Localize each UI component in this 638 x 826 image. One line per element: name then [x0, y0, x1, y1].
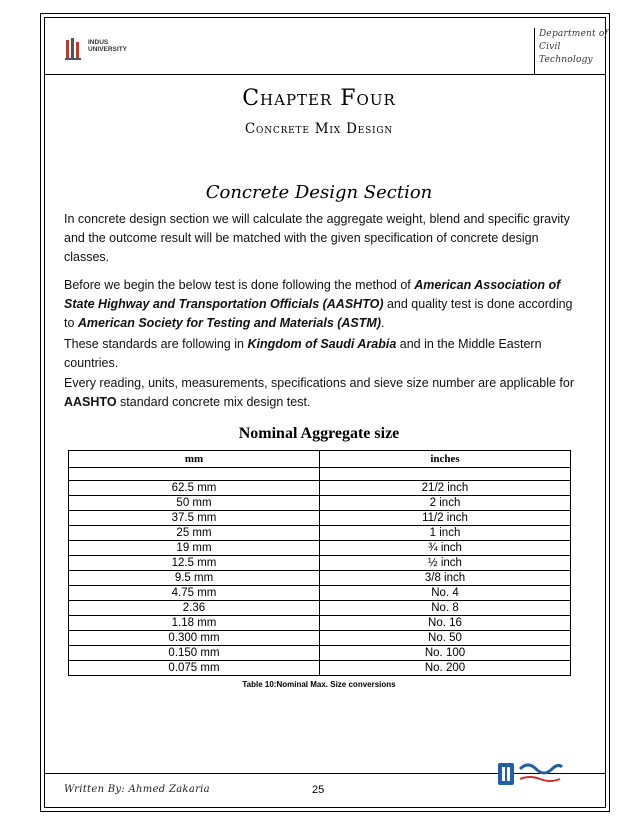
- table-row: [69, 481, 571, 496]
- cell-inches: 1 inch: [320, 526, 571, 541]
- department-line-2: Civil: [539, 42, 561, 52]
- cell-inches: No. 200: [320, 661, 571, 676]
- text-run: .: [380, 316, 385, 330]
- footer-author: Written By: Ahmed Zakaria: [64, 784, 210, 795]
- cell-mm: 19 mm: [69, 541, 320, 556]
- astm-name: American Society for Testing and Materials (ASTM): [77, 316, 381, 330]
- table-row: [69, 661, 571, 676]
- table-row: [69, 511, 571, 526]
- text-run: Before we begin the below test is done following the method of: [64, 278, 415, 292]
- cell-mm: 25 mm: [69, 526, 320, 541]
- department-label: [534, 28, 610, 74]
- table-caption: Table 10:Nominal Max. Size conversions: [242, 680, 396, 689]
- table-title: Nominal Aggregate size: [238, 425, 400, 442]
- university-emblem-icon: [64, 36, 84, 62]
- table-header-row: [69, 451, 571, 468]
- cell-mm: 1.18 mm: [69, 616, 320, 631]
- department-line-1: Department of: [539, 29, 609, 39]
- cell-inches: 3/8 inch: [320, 571, 571, 586]
- cell-mm: 2.36: [69, 601, 320, 616]
- table-row: [69, 631, 571, 646]
- cell-mm: 4.75 mm: [69, 586, 320, 601]
- logo-line-1: INDUS: [88, 39, 109, 46]
- table-spacer-row: [69, 468, 571, 481]
- table-row: [69, 646, 571, 661]
- table-row: [69, 601, 571, 616]
- column-header-inches: inches: [320, 451, 571, 468]
- cell-mm: 12.5 mm: [69, 556, 320, 571]
- cell-inches: ¾ inch: [320, 541, 571, 556]
- country-name: Kingdom of Saudi Arabia: [247, 337, 397, 351]
- cell-mm: 50 mm: [69, 496, 320, 511]
- cell-mm: 0.300 mm: [69, 631, 320, 646]
- table-row: [69, 541, 571, 556]
- header-divider: [44, 74, 606, 75]
- paragraph-applicability: [64, 374, 574, 412]
- aashto-abbrev: AASHTO: [64, 395, 117, 409]
- table-row: [69, 571, 571, 586]
- table-body: [69, 468, 571, 676]
- paragraph-standards: [64, 276, 574, 333]
- text-run: and quality test is done according to: [64, 297, 573, 330]
- page-number: 25: [312, 784, 325, 796]
- chapter-subtitle: Concrete Mix Design: [244, 121, 394, 137]
- nominal-size-table: [68, 450, 571, 676]
- cell-mm: 37.5 mm: [69, 511, 320, 526]
- text-run: and in the Middle Eastern countries.: [64, 337, 542, 370]
- table-row: [69, 526, 571, 541]
- university-logo: [64, 36, 164, 66]
- text-run: These standards are following in: [64, 337, 248, 351]
- cell-mm: 0.075 mm: [69, 661, 320, 676]
- table-cell: [320, 468, 571, 481]
- table-row: [69, 616, 571, 631]
- cell-inches: No. 100: [320, 646, 571, 661]
- cell-inches: No. 16: [320, 616, 571, 631]
- cell-mm: 62.5 mm: [69, 481, 320, 496]
- company-logo-icon: [496, 757, 566, 791]
- table-row: [69, 496, 571, 511]
- cell-inches: 2 inch: [320, 496, 571, 511]
- paragraph-intro: In concrete design section we will calculate the aggregate weight, blend and specific gravity and the outcome result will be matched with the given specification of concrete design classes.: [64, 212, 570, 264]
- cell-inches: No. 8: [320, 601, 571, 616]
- cell-inches: No. 50: [320, 631, 571, 646]
- cell-mm: 0.150 mm: [69, 646, 320, 661]
- column-header-mm: mm: [69, 451, 320, 468]
- paragraph-region: [64, 335, 574, 373]
- cell-inches: 11/2 inch: [320, 511, 571, 526]
- cell-inches: No. 4: [320, 586, 571, 601]
- section-heading: Concrete Design Section: [205, 182, 433, 203]
- department-line-3: Technology: [539, 55, 593, 65]
- aashto-name: American Association of State Highway and Transportation Officials (AASHTO): [64, 278, 561, 311]
- table-row: [69, 556, 571, 571]
- cell-mm: 9.5 mm: [69, 571, 320, 586]
- text-run: standard concrete mix design test.: [116, 395, 311, 409]
- cell-inches: 21/2 inch: [320, 481, 571, 496]
- table-cell: [69, 468, 320, 481]
- chapter-title: Chapter Four: [242, 86, 396, 111]
- text-run: Every reading, units, measurements, specifications and sieve size number are applicable for: [64, 376, 574, 390]
- logo-line-2: UNIVERSITY: [88, 46, 128, 53]
- cell-inches: ½ inch: [320, 556, 571, 571]
- table-row: [69, 586, 571, 601]
